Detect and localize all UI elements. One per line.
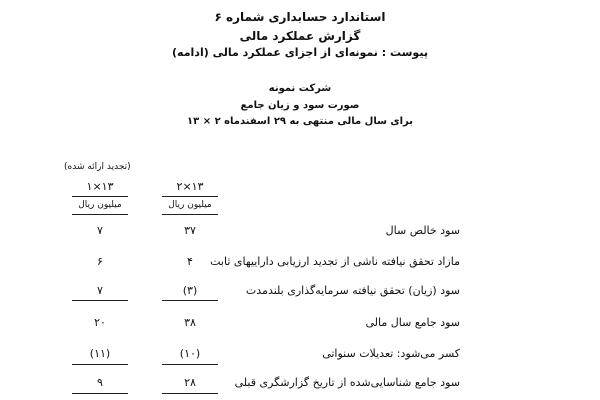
subtotal-rule-prior: [72, 300, 128, 301]
statement-period: برای سال مالی منتهی به ۲۹ اسفندماه ۲ × ۱۳: [187, 116, 413, 127]
header-rule-prior: [72, 196, 128, 197]
current-year-header: ۱۳×۲: [176, 180, 204, 193]
row-revaluation-surplus-current: ۴: [187, 255, 193, 268]
unit-current: میلیون ریال: [168, 200, 212, 210]
row-comprehensive-income-prior: ۲۰: [94, 316, 106, 329]
prior-year-header: ۱۳×۱: [86, 180, 114, 193]
row-prior-adjustments-label: کسر می‌شود: تعدیلات سنواتی: [322, 347, 460, 360]
row-prior-adjustments-prior: (۱۱): [89, 347, 111, 360]
header-rule-current: [162, 196, 218, 197]
row-investment-gain-prior: ۷: [97, 284, 103, 297]
total-rule-current: [162, 364, 218, 365]
standard-title: استاندارد حسابداری شماره ۶: [214, 10, 386, 24]
total-rule-prior: [72, 364, 128, 365]
row-prior-adjustments-current: (۱۰): [179, 347, 201, 360]
row-revaluation-surplus-label: مازاد تحقق نیافته ناشی از تجدید ارزیابی داراییهای ثابت: [210, 255, 460, 268]
row-investment-gain-label: سود (زیان) تحقق نیافته سرمایه‌گذاری بلندمدت: [245, 284, 460, 297]
row-net-profit-current: ۳۷: [184, 224, 196, 237]
unit-prior: میلیون ریال: [78, 200, 122, 210]
appendix-title: پیوست : نمونه‌ای از اجزای عملکرد مالی (ادامه): [172, 46, 428, 59]
row-recognized-income-label: سود جامع شناسایی‌شده از تاریخ گزارشگری قبلی: [234, 376, 460, 389]
row-net-profit-label: سود خالص سال: [385, 224, 460, 237]
unit-rule-prior: [72, 214, 128, 215]
row-recognized-income-current: ۲۸: [184, 376, 196, 389]
subtotal-rule-current: [162, 300, 218, 301]
row-revaluation-surplus-prior: ۶: [97, 255, 103, 268]
unit-rule-current: [162, 214, 218, 215]
row-investment-gain-current: (۳): [182, 284, 198, 297]
report-title: گزارش عملکرد مالی: [239, 29, 361, 43]
statement-title: صورت سود و زیان جامع: [240, 100, 360, 111]
row-comprehensive-income-label: سود جامع سال مالی: [365, 316, 460, 329]
company-name: شرکت نمونه: [268, 83, 332, 94]
row-recognized-income-prior: ۹: [97, 376, 103, 389]
row-comprehensive-income-current: ۳۸: [184, 316, 196, 329]
final-rule-current: [162, 393, 218, 394]
row-net-profit-prior: ۷: [97, 224, 103, 237]
restated-note: (تجدید ارائه شده): [64, 162, 131, 172]
final-rule-prior: [72, 393, 128, 394]
